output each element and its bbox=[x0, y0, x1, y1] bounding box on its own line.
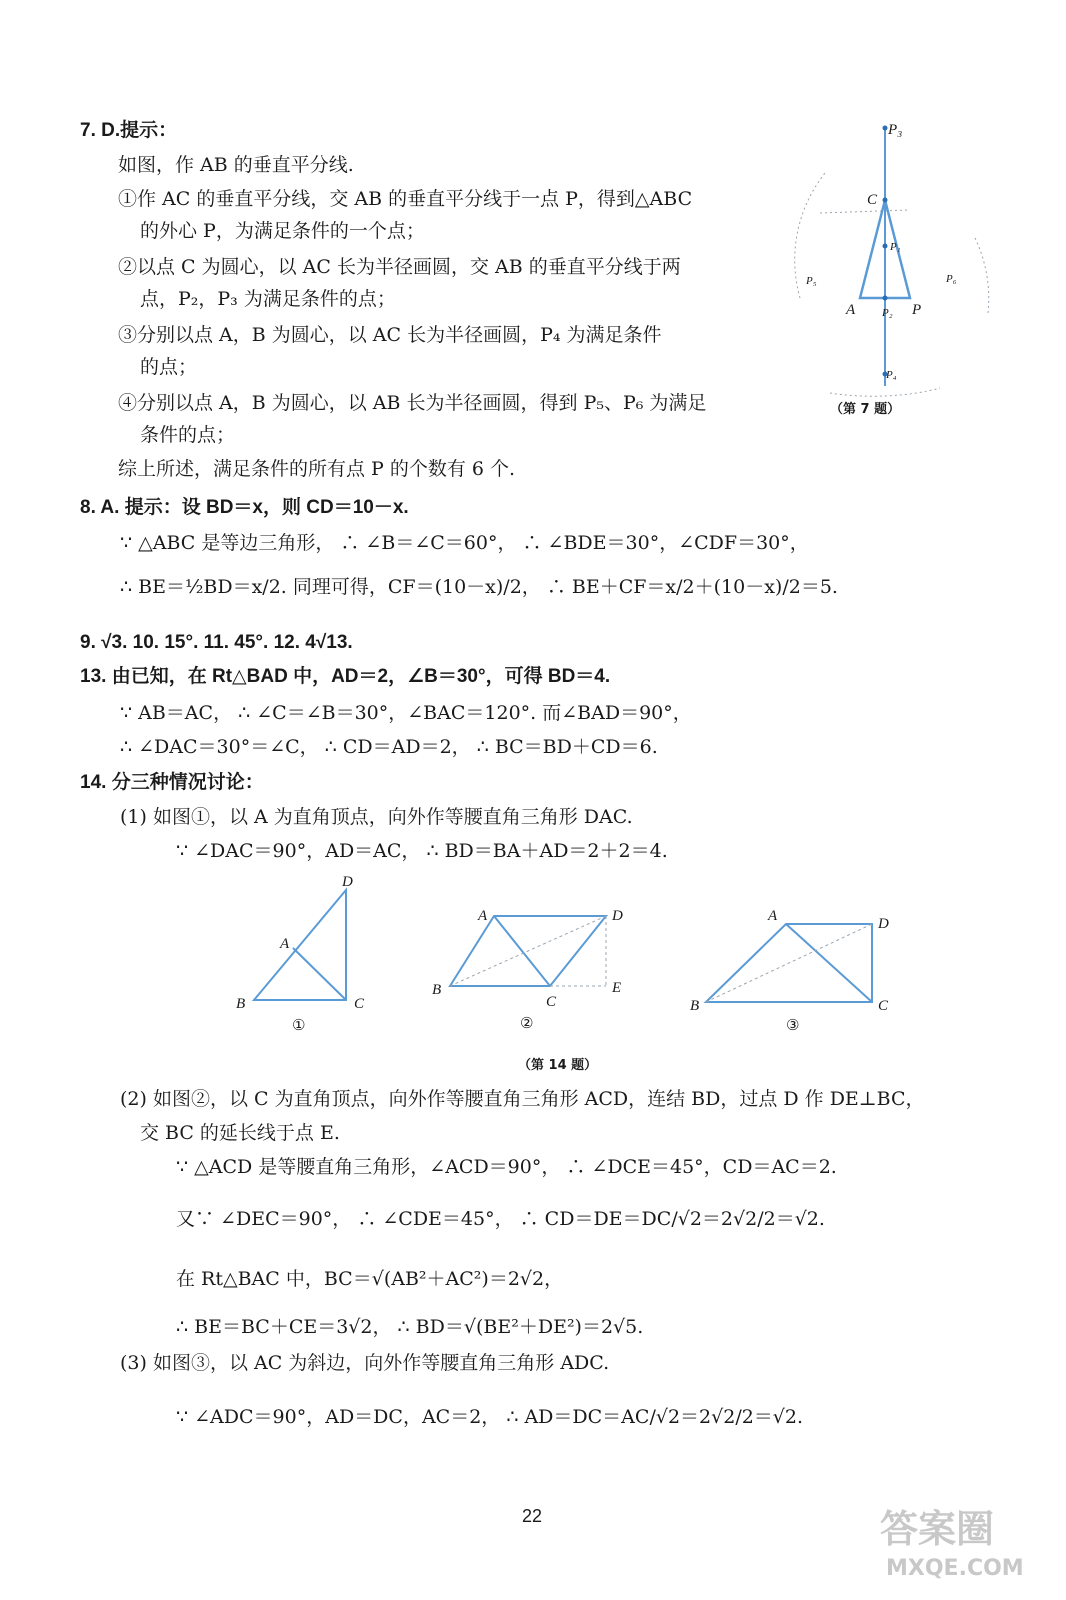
fig2-label-d: D bbox=[612, 908, 623, 924]
problem-7-line-8: 的点； bbox=[140, 356, 198, 378]
fig3-label-c: C bbox=[878, 998, 889, 1014]
problem-7-line-11: 综上所述，满足条件的所有点 P 的个数有 6 个. bbox=[118, 458, 516, 480]
page-number: 22 bbox=[522, 1506, 543, 1526]
fig2-label-b: B bbox=[432, 982, 442, 998]
problem-7-line-9: ④分别以点 A，B 为圆心，以 AB 长为半径画圆，得到 P₅、P₆ 为满足 bbox=[118, 392, 707, 414]
problem-14-case-3-calc: ∵ ∠ADC＝90°，AD＝DC，AC＝2， ∴ AD＝DC＝AC/√2＝2√2/2＝√2. bbox=[176, 1406, 804, 1428]
problem-14-case-2-calc-2: 又∵ ∠DEC＝90°， ∴ ∠CDE＝45°， ∴ CD＝DE＝DC/√2＝2√2/2＝√2. bbox=[176, 1208, 825, 1230]
fig1-triangle-bdc bbox=[254, 890, 346, 1000]
problem-7-line-2: 如图，作 AB 的垂直平分线. bbox=[118, 154, 354, 176]
label-p: P bbox=[912, 302, 922, 318]
problem-14-case-2: (2) 如图②，以 C 为直角顶点，向外作等腰直角三角形 ACD，连结 BD，过点 D 作 DE⊥BC， bbox=[120, 1088, 925, 1110]
fig2-label-a: A bbox=[478, 908, 488, 924]
problem-7-line-3: ①作 AC 的垂直平分线，交 AB 的垂直平分线于一点 P，得到△ABC bbox=[118, 188, 693, 210]
problem-7-line-7: ③分别以点 A，B 为圆心，以 AC 长为半径画圆，P₄ 为满足条件 bbox=[118, 324, 662, 346]
arc-right bbox=[975, 238, 989, 313]
figure-14 bbox=[220, 868, 920, 1038]
point-c bbox=[883, 198, 888, 203]
problem-14-line-1: 14. 分三种情况讨论： bbox=[80, 772, 264, 793]
fig2-segment-bd bbox=[450, 916, 606, 986]
figure-14-caption: （第 14 题） bbox=[518, 1058, 598, 1073]
fig1-label-c: C bbox=[354, 996, 365, 1012]
label-p4: P₄ bbox=[886, 369, 897, 381]
fig3-segment-ac bbox=[786, 924, 872, 1002]
fig1-segment-ac bbox=[293, 948, 346, 1000]
figure-7 bbox=[770, 118, 1000, 418]
label-p3: P₃ bbox=[888, 122, 903, 138]
problem-14-case-1: (1) 如图①，以 A 为直角顶点，向外作等腰直角三角形 DAC. bbox=[120, 806, 633, 828]
fig3-segment-bd bbox=[706, 924, 872, 1002]
fig3-label-b: B bbox=[690, 998, 700, 1014]
figure-7-caption: （第 7 题） bbox=[830, 402, 901, 417]
problem-14-case-2-cont: 交 BC 的延长线于点 E. bbox=[140, 1122, 340, 1144]
fig2-number: ② bbox=[520, 1014, 534, 1032]
problem-7-line-10: 条件的点； bbox=[140, 424, 236, 446]
watermark-url: MXQE.COM bbox=[886, 1556, 1024, 1581]
problem-14-case-2-calc-1: ∵ △ACD 是等腰直角三角形，∠ACD＝90°， ∴ ∠DCE＝45°，CD＝AC＝2. bbox=[176, 1156, 837, 1178]
problem-13-line-1: 13. 由已知，在 Rt△BAD 中，AD＝2，∠B＝30°，可得 BD＝4. bbox=[80, 666, 611, 687]
fig3-label-d: D bbox=[878, 916, 889, 932]
problem-14-case-3: (3) 如图③，以 AC 为斜边，向外作等腰直角三角形 ADC. bbox=[120, 1352, 610, 1374]
label-p2: P₂ bbox=[882, 307, 893, 319]
fig2-label-e: E bbox=[612, 980, 622, 996]
problem-13-line-2: ∵ AB＝AC， ∴ ∠C＝∠B＝30°，∠BAC＝120°. 而∠BAD＝90°， bbox=[120, 702, 692, 724]
figure-14-1 bbox=[236, 874, 365, 1034]
fig1-number: ① bbox=[292, 1016, 306, 1034]
fig2-segment-ac bbox=[494, 916, 550, 986]
label-c: C bbox=[867, 192, 878, 208]
arc-bottom bbox=[830, 388, 940, 396]
problem-7-line-6: 点，P₂，P₃ 为满足条件的点； bbox=[140, 288, 396, 310]
label-p1: P₁ bbox=[890, 241, 901, 253]
label-p6: P₆ bbox=[946, 273, 957, 285]
problem-14-case-1-calc: ∵ ∠DAC＝90°，AD＝AC， ∴ BD＝BA＋AD＝2＋2＝4. bbox=[176, 840, 668, 862]
arc-top bbox=[820, 210, 910, 213]
label-p5: P₅ bbox=[806, 275, 817, 287]
problems-9-12: 9. √3. 10. 15°. 11. 45°. 12. 4√13. bbox=[80, 632, 353, 653]
point-p2 bbox=[883, 296, 888, 301]
fig3-number: ③ bbox=[786, 1016, 800, 1034]
problem-13-line-3: ∴ ∠DAC＝30°＝∠C， ∴ CD＝AD＝2， ∴ BC＝BD＋CD＝6. bbox=[120, 736, 658, 758]
problem-8-line-3: ∴ BE＝½BD＝x/2. 同理可得，CF＝(10－x)/2， ∴ BE＋CF＝x/2＋(10－x)/2＝5. bbox=[120, 576, 838, 598]
figure-14-3 bbox=[690, 908, 889, 1034]
problem-8-line-1: 8. A. 提示：设 BD＝x，则 CD＝10－x. bbox=[80, 497, 409, 518]
point-p3 bbox=[883, 126, 888, 131]
label-a: A bbox=[846, 302, 856, 318]
problem-7-line-1: 7. D.提示： bbox=[80, 120, 178, 141]
watermark-brand: 答案圈 bbox=[880, 1507, 995, 1551]
fig1-label-b: B bbox=[236, 996, 246, 1012]
problem-7-line-4: 的外心 P，为满足条件的一个点； bbox=[140, 220, 425, 242]
problem-14-case-2-calc-3: 在 Rt△BAC 中，BC＝√(AB²＋AC²)＝2√2， bbox=[176, 1268, 564, 1290]
problem-14-case-2-calc-4: ∴ BE＝BC＋CE＝3√2， ∴ BD＝√(BE²＋DE²)＝2√5. bbox=[176, 1316, 644, 1338]
point-p1 bbox=[883, 244, 888, 249]
fig3-label-a: A bbox=[768, 908, 778, 924]
figure-14-2 bbox=[432, 908, 623, 1032]
fig2-label-c: C bbox=[546, 994, 557, 1010]
fig1-label-a: A bbox=[280, 936, 290, 952]
fig1-label-d: D bbox=[342, 874, 353, 890]
problem-7-line-5: ②以点 C 为圆心，以 AC 长为半径画圆，交 AB 的垂直平分线于两 bbox=[118, 256, 681, 278]
problem-8-line-2: ∵ △ABC 是等边三角形， ∴ ∠B＝∠C＝60°， ∴ ∠BDE＝30°，∠CDF＝30°， bbox=[120, 532, 809, 554]
